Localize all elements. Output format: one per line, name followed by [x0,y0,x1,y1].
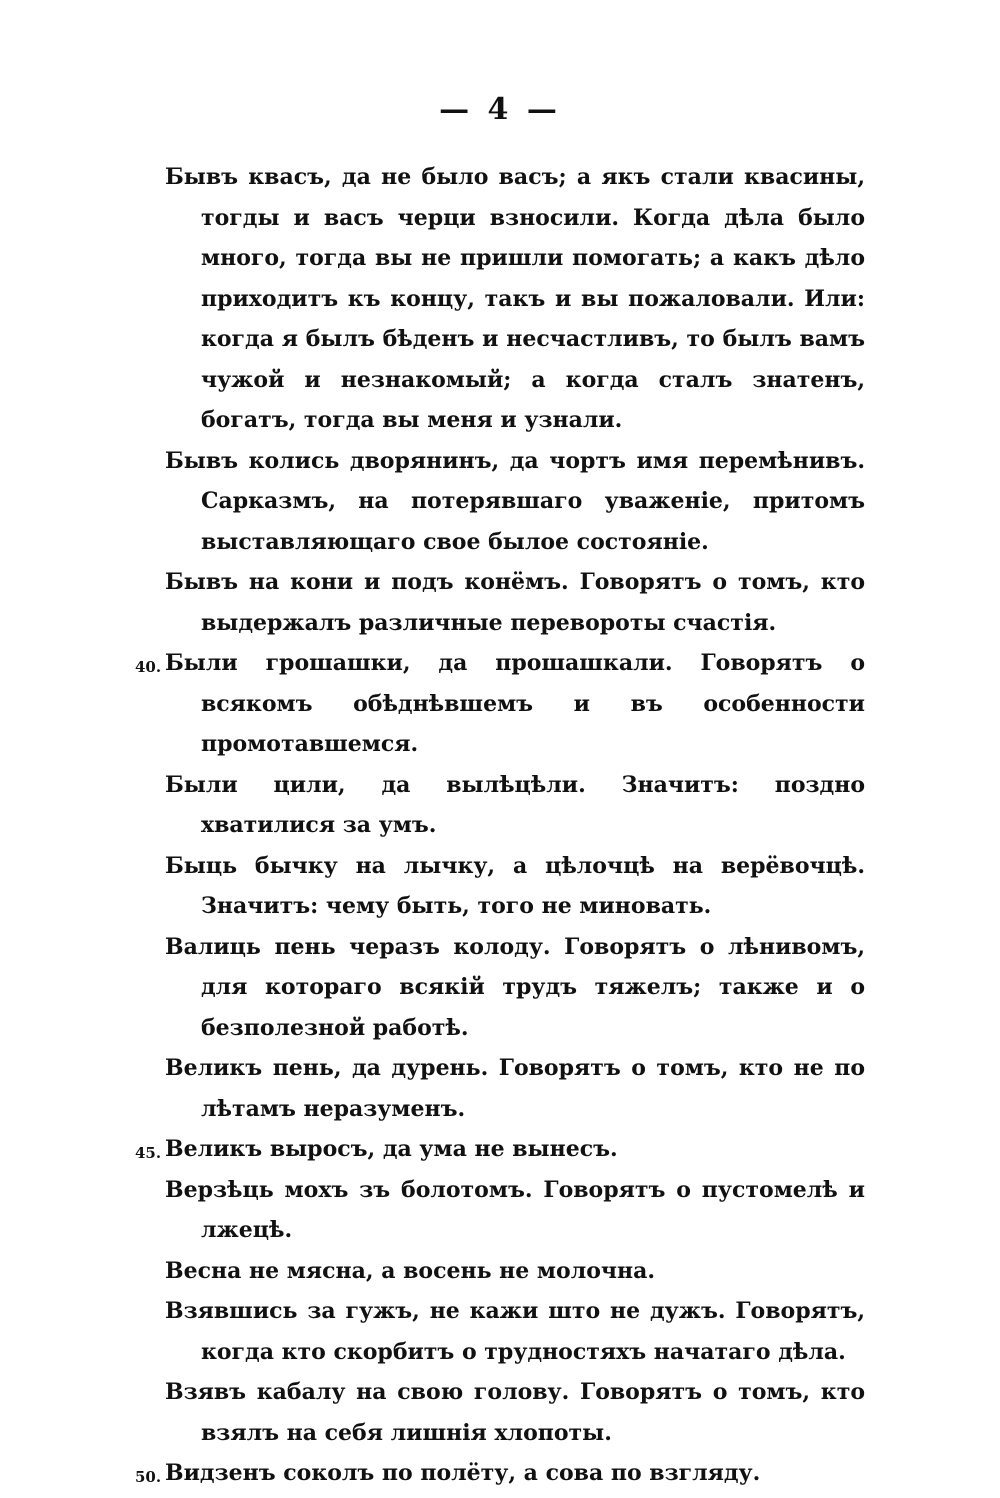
entry-text: Быць бычку на лычку, а цѣлочцѣ на верёвочцѣ. Значитъ: чему быть, того не миновать. [165,852,865,919]
entry-text: Взявшись за гужъ, не кажи што не дужъ. Говорятъ, когда кто скорбитъ о трудностяхъ начатаго дѣла. [165,1298,865,1365]
proverb-entry [165,927,865,1049]
proverb-entry [165,562,865,643]
proverb-entry [165,765,865,846]
proverb-entry [135,643,865,765]
page-number: — 4 — [439,92,561,127]
entry-text: Весна не мясна, а восень не молочна. [165,1257,656,1284]
entry-text: Взявъ кабалу на свою голову. Говорятъ о томъ, кто взялъ на себя лишнія хлопоты. [165,1379,865,1446]
entry-text: Великъ выросъ, да ума не вынесъ. [165,1136,618,1162]
proverb-entry [135,1453,865,1494]
entry-text: Валиць пень черазъ колоду. Говорятъ о лѣнивомъ, для котораго всякій трудъ тяжелъ; также и о безполезной работѣ. [165,933,865,1041]
entry-text: Бывъ квасъ, да не было васъ; а якъ стали квасины, тогды и васъ черци взносили. Когда дѣла было много, тогда вы не пришли помогать; а какъ дѣло приходитъ къ концу, такъ и вы пожаловали. Или: когда я былъ бѣденъ и несчастливъ, то былъ вамъ чужой и незнакомый; а когда сталъ знатенъ, богатъ, тогда вы меня и узнали. [165,164,865,433]
entry-text: Были цили, да вылѣцѣли. Значитъ: поздно хватилися за умъ. [165,771,865,838]
proverb-entry [135,1129,865,1170]
proverb-entry [165,1291,865,1372]
entry-text: Были грошашки, да прошашкали. Говорятъ о всякомъ обѣднѣвшемъ и въ особенности промотавшемся. [165,650,865,757]
proverb-entry [165,441,865,563]
entry-number: 50. [135,1468,162,1486]
entry-number: 40. [135,658,162,676]
proverb-list [135,157,865,1494]
proverb-entry [165,1372,865,1453]
entry-text: Верзѣць мохъ зъ болотомъ. Говорятъ о пустомелѣ и лжецѣ. [165,1176,865,1243]
entry-text: Бывъ на кони и подъ конёмъ. Говорятъ о томъ, кто выдержалъ различные перевороты счастія. [165,569,865,636]
proverb-entry [165,846,865,927]
proverb-entry [165,1170,865,1251]
proverb-entry [165,1048,865,1129]
proverb-entry [165,1251,865,1292]
proverb-entry [165,157,865,441]
entry-text: Бывъ колись дворянинъ, да чортъ имя перемѣнивъ. Сарказмъ, на потерявшаго уваженіе, притомъ выставляющаго свое былое состояніе. [165,447,865,555]
entry-text: Видзенъ соколъ по полёту, а сова по взгляду. [165,1460,761,1486]
entry-number: 45. [135,1144,162,1162]
entry-text: Великъ пень, да дурень. Говорятъ о томъ, кто не по лѣтамъ неразуменъ. [165,1055,865,1122]
